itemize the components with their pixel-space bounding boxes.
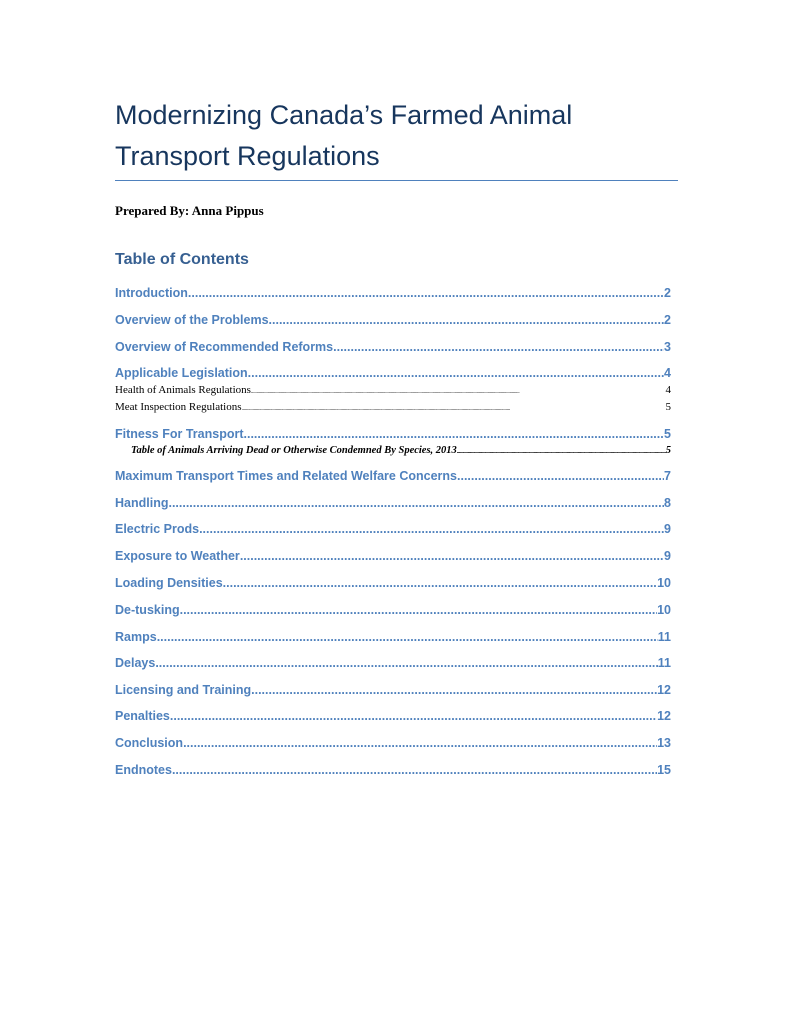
toc-entry-label: De-tusking: [115, 603, 180, 617]
toc-leader: [240, 549, 664, 563]
document-title: Modernizing Canada’s Farmed Animal Transport Regulations: [115, 100, 573, 171]
toc-entry-table-animals-dead[interactable]: [131, 445, 671, 456]
toc-entry-label: Endnotes: [115, 763, 172, 777]
toc-entry-maximum-transport-times[interactable]: [115, 469, 671, 483]
toc-leader: [199, 522, 664, 536]
author-line: Prepared By: Anna Pippus: [115, 203, 264, 218]
toc-entry-label: Meat Inspection Regulations: [115, 401, 242, 413]
toc-leader: [251, 683, 657, 697]
toc-entry-label: Loading Densities: [115, 576, 223, 590]
toc-page-number: 10: [657, 576, 671, 590]
toc-leader: [457, 469, 664, 483]
toc-page-number: 13: [657, 736, 671, 750]
toc-leader: [168, 496, 664, 510]
toc-page-number: 11: [657, 630, 671, 644]
toc-entry-label: Table of Animals Arriving Dead or Otherwise Condemned By Species, 2013: [131, 445, 457, 456]
toc-page-number: 4: [665, 384, 671, 396]
toc-leader: [188, 286, 664, 300]
toc-entry-label: Overview of Recommended Reforms: [115, 340, 334, 354]
toc-entry-recommended-reforms[interactable]: [115, 340, 671, 354]
toc-leader: [333, 340, 664, 354]
toc-page-number: 5: [665, 445, 671, 456]
toc-entry-label: Introduction: [115, 286, 188, 300]
toc-page-number: 15: [657, 763, 671, 777]
title-divider: [115, 180, 678, 181]
toc-page-number: 12: [657, 709, 671, 723]
toc-entry-applicable-legislation[interactable]: [115, 366, 671, 380]
toc-entry-overview-problems[interactable]: [115, 313, 671, 327]
toc-entry-handling[interactable]: [115, 496, 671, 510]
toc-entry-loading-densities[interactable]: [115, 576, 671, 590]
toc-leader: [157, 630, 658, 644]
toc-entry-label: Delays: [115, 656, 156, 670]
toc-leader: [241, 401, 665, 413]
toc-leader: [457, 445, 666, 456]
toc-entry-label: Licensing and Training: [115, 683, 252, 697]
toc-entry-conclusion[interactable]: [115, 736, 671, 750]
toc-heading: Table of Contents: [115, 251, 249, 268]
toc-entry-ramps[interactable]: [115, 630, 671, 644]
toc-page-number: 8: [664, 496, 671, 510]
toc-leader: [248, 366, 664, 380]
toc-page-number: 9: [664, 549, 671, 563]
toc-page-number: 7: [664, 469, 671, 483]
toc-page-number: 4: [664, 366, 671, 380]
toc-entry-licensing-training[interactable]: [115, 683, 671, 697]
toc-page-number: 10: [657, 603, 671, 617]
toc-entry-label: Exposure to Weather: [115, 549, 240, 563]
toc-entry-label: Fitness For Transport: [115, 427, 244, 441]
toc-entry-label: Penalties: [115, 709, 170, 723]
toc-entry-electric-prods[interactable]: [115, 522, 671, 536]
toc-entry-label: Ramps: [115, 630, 157, 644]
toc-page-number: 2: [664, 313, 671, 327]
toc-entry-exposure-to-weather[interactable]: [115, 549, 671, 563]
toc-leader: [170, 709, 657, 723]
toc-entry-introduction[interactable]: [115, 286, 671, 300]
toc-leader: [180, 603, 658, 617]
toc-leader: [172, 763, 657, 777]
toc-entry-meat-inspection[interactable]: [115, 401, 671, 413]
toc-page-number: 5: [664, 427, 671, 441]
toc-page-number: 11: [657, 656, 671, 670]
toc-entry-label: Health of Animals Regulations: [115, 384, 251, 396]
toc-entry-label: Maximum Transport Times and Related Welfare Concerns: [115, 469, 457, 483]
toc-leader: [269, 313, 665, 327]
toc-entry-label: Conclusion: [115, 736, 184, 750]
toc-entry-penalties[interactable]: [115, 709, 671, 723]
toc-page-number: 2: [664, 286, 671, 300]
toc-leader: [183, 736, 657, 750]
toc-entry-label: Handling: [115, 496, 169, 510]
toc-page-number: 5: [665, 401, 671, 413]
toc-entry-delays[interactable]: [115, 656, 671, 670]
toc-entry-label: Applicable Legislation: [115, 366, 248, 380]
toc-page-number: 9: [664, 522, 671, 536]
toc-page-number: 12: [657, 683, 671, 697]
toc-leader: [244, 427, 665, 441]
toc-leader: [251, 384, 666, 396]
toc-entry-health-of-animals[interactable]: [115, 384, 671, 396]
toc-entry-de-tusking[interactable]: [115, 603, 671, 617]
toc-leader: [223, 576, 657, 590]
toc-entry-label: Electric Prods: [115, 522, 200, 536]
toc-entry-endnotes[interactable]: [115, 763, 671, 777]
toc-entry-fitness-for-transport[interactable]: [115, 427, 671, 441]
toc-entry-label: Overview of the Problems: [115, 313, 269, 327]
toc-page-number: 3: [664, 340, 671, 354]
toc-leader: [155, 656, 657, 670]
